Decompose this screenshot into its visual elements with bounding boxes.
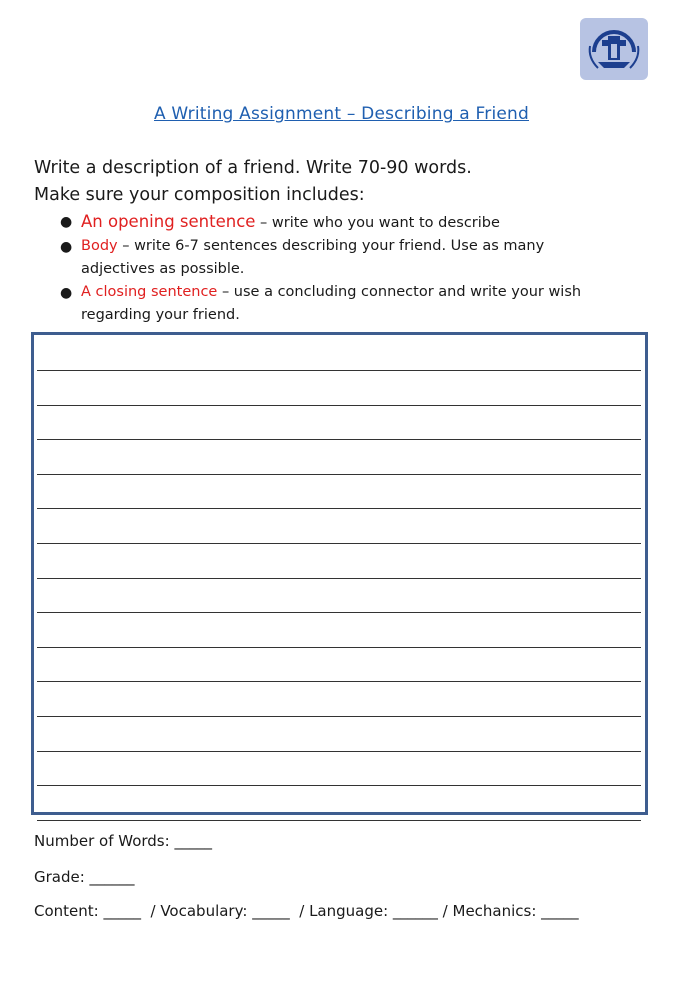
writing-line <box>37 785 641 786</box>
requirement-text: – write 6-7 sentences describing your friend. Use as many adjectives as possible. <box>81 238 545 277</box>
writing-line <box>37 751 641 752</box>
school-emblem-icon <box>580 18 648 80</box>
bullet-icon: ● <box>60 285 73 301</box>
bullet-icon: ● <box>60 239 73 255</box>
list-item <box>58 281 618 327</box>
requirement-text: – use a concluding connector and write your wish regarding your friend. <box>81 284 582 323</box>
writing-line <box>37 543 641 544</box>
rubric-fields: Content: _____ / Vocabulary: _____ / Language: ______ / Mechanics: _____ <box>34 902 579 920</box>
writing-line <box>37 508 641 509</box>
requirement-highlight: A closing sentence <box>81 284 218 300</box>
instructions <box>34 155 472 209</box>
assignment-title: A Writing Assignment – Describing a Friend <box>154 104 529 124</box>
requirement-text: – write who you want to describe <box>255 215 500 231</box>
writing-line <box>37 474 641 475</box>
writing-line <box>37 578 641 579</box>
school-logo <box>580 18 648 80</box>
requirement-highlight: Body <box>81 238 118 254</box>
writing-line <box>37 716 641 717</box>
word-count-field: Number of Words: _____ <box>34 832 212 850</box>
writing-box[interactable] <box>31 332 648 815</box>
requirements-list <box>58 210 618 327</box>
requirement-highlight: An opening sentence <box>81 212 256 231</box>
writing-line <box>37 681 641 682</box>
writing-line <box>37 612 641 613</box>
writing-line <box>37 370 641 371</box>
instruction-line-1: Write a description of a friend. Write 70-90 words. <box>34 158 472 178</box>
writing-line <box>37 820 641 821</box>
instruction-line-2: Make sure your composition includes: <box>34 185 365 205</box>
writing-line <box>37 439 641 440</box>
grade-field: Grade: ______ <box>34 868 135 886</box>
list-item <box>58 210 618 235</box>
bullet-icon: ● <box>60 214 73 230</box>
writing-line <box>37 405 641 406</box>
list-item <box>58 235 618 281</box>
writing-line <box>37 647 641 648</box>
